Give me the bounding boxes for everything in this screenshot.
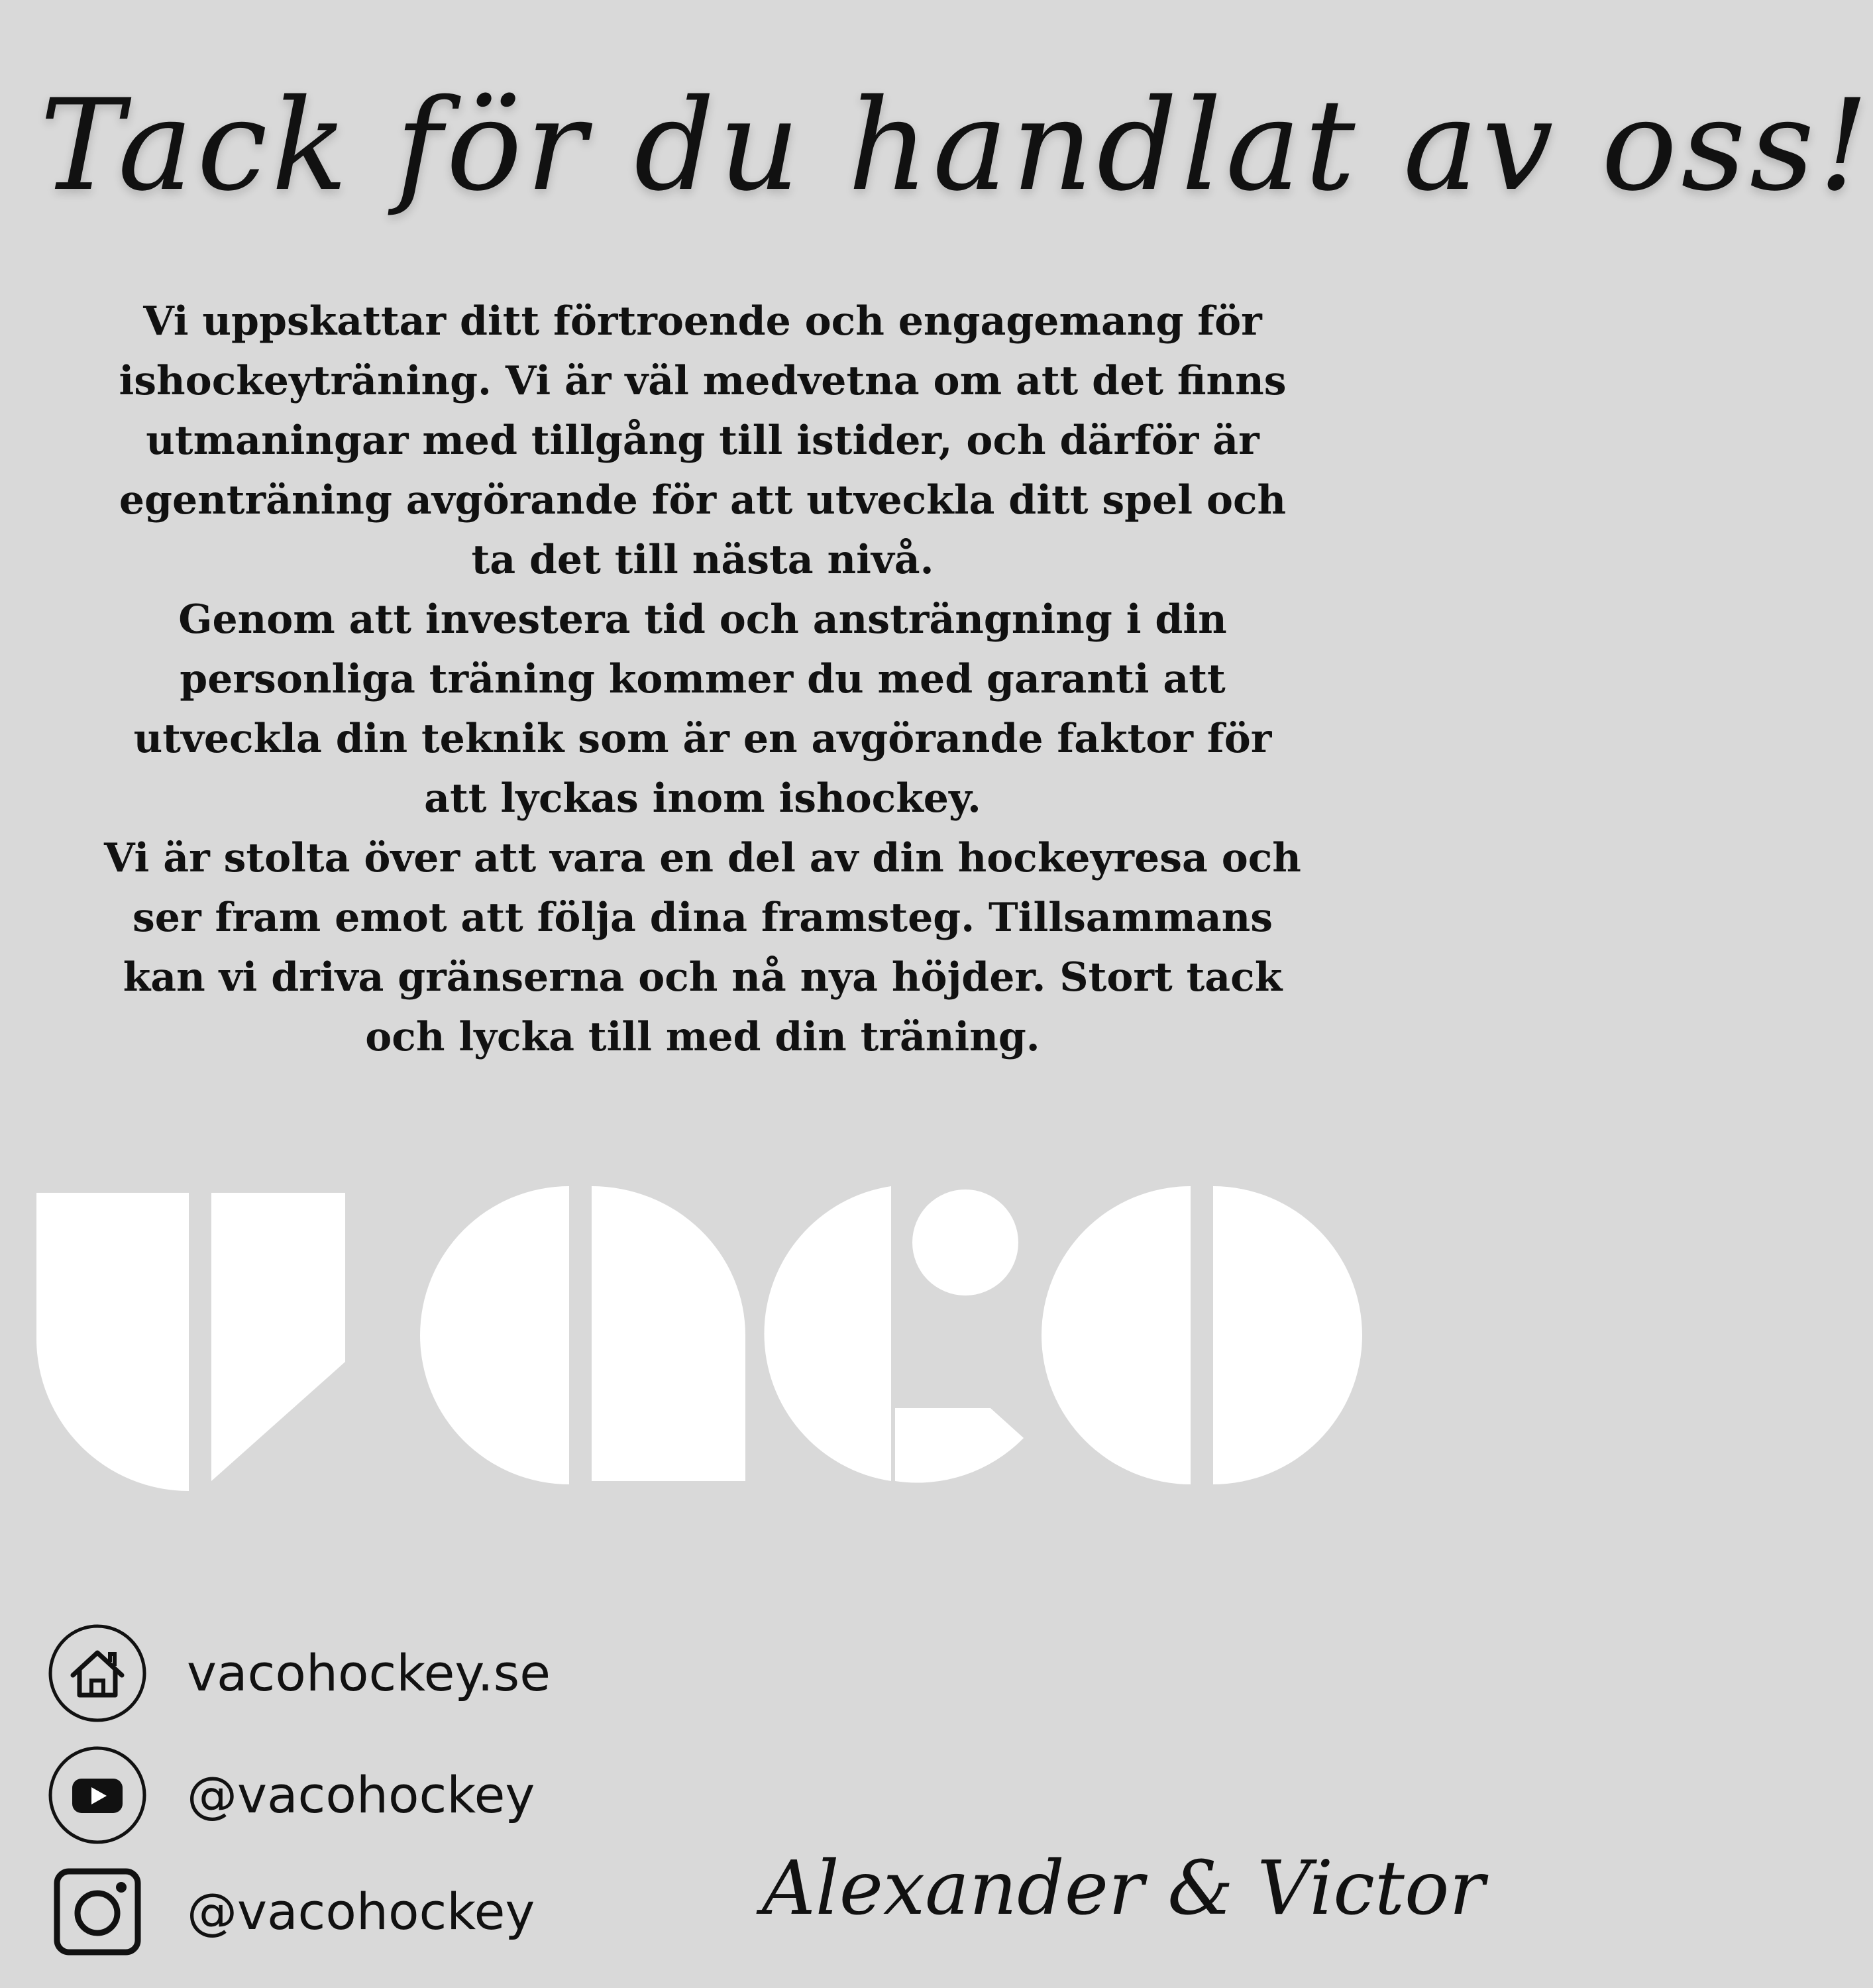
paragraph-training: Genom att investera tid och ansträngning i din personliga träning kommer du med garanti att utveckla din teknik som är en avgörande faktor för att lyckas inom ishockey. — [133, 596, 1272, 822]
home-icon — [48, 1624, 147, 1723]
logo-letter-o-right — [1213, 1186, 1362, 1484]
instagram-handle[interactable]: @vacohockey — [187, 1882, 535, 1941]
page-title: Tack för du handlat av oss! — [40, 72, 1873, 219]
logo-letter-a-left — [420, 1186, 569, 1484]
website-link[interactable]: vacohockey.se — [187, 1643, 551, 1702]
thank-you-message — [99, 292, 1306, 1067]
logo-letter-o-left — [1042, 1186, 1191, 1484]
signature: Alexander & Victor — [762, 1846, 1485, 1932]
logo-letter-c-bottom — [895, 1408, 1024, 1482]
paragraph-appreciation: Vi uppskattar ditt förtroende och engagemang för ishockeyträning. Vi är väl medvetna om att det finns utmaningar med tillgång till istider, och därför är egenträning avgörande för att utveckla ditt spel och ta det till nästa nivå. — [119, 298, 1287, 583]
youtube-handle[interactable]: @vacohockey — [187, 1765, 535, 1824]
vaco-logo — [36, 1183, 1362, 1488]
logo-letter-c-left — [764, 1186, 891, 1481]
youtube-icon — [48, 1745, 147, 1845]
logo-letter-a-right — [592, 1186, 745, 1481]
logo-letter-v-left — [36, 1193, 189, 1491]
paragraph-journey: Vi är stolta över att vara en del av din hockeyresa och ser fram emot att följa dina framsteg. Tillsammans kan vi driva gränserna och nå nya höjder. Stort tack och lycka till med din träning. — [104, 835, 1301, 1060]
logo-letter-c-dot — [912, 1189, 1018, 1296]
logo-letter-v-right — [211, 1193, 345, 1481]
instagram-icon — [48, 1862, 147, 1961]
